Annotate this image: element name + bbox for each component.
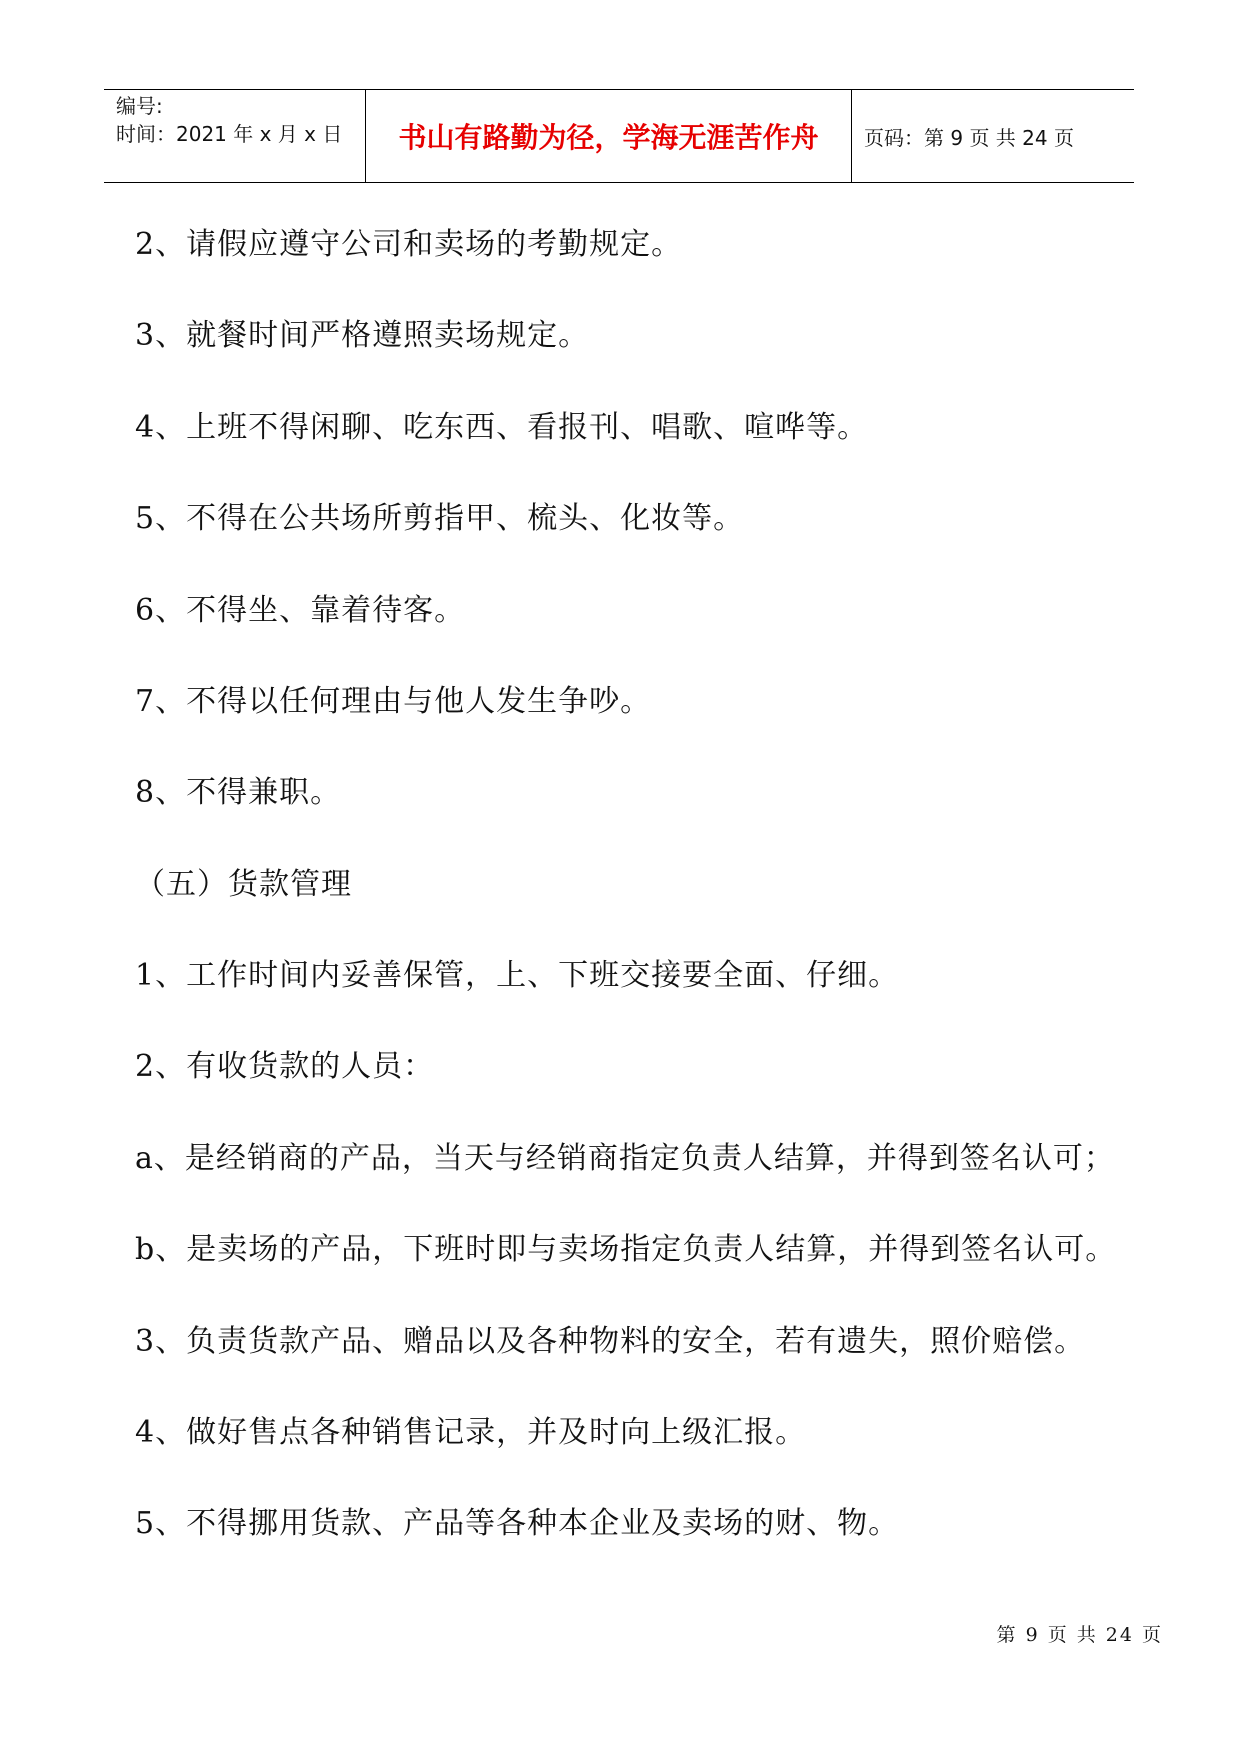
header-number-label: 编号: — [116, 94, 163, 118]
paragraph-line: 5、不得在公共场所剪指甲、梳头、化妆等。 — [135, 501, 745, 536]
paragraph-line: 8、不得兼职。 — [135, 775, 342, 810]
paragraph-line: 1、工作时间内妥善保管，上、下班交接要全面、仔细。 — [135, 958, 900, 993]
paragraph-line: 4、做好售点各种销售记录，并及时向上级汇报。 — [135, 1415, 807, 1450]
header-page-label: 页码：第 9 页 共 24 页 — [864, 125, 1074, 150]
paragraph-line: 2、请假应遵守公司和卖场的考勤规定。 — [135, 227, 683, 262]
paragraph-line: 4、上班不得闲聊、吃东西、看报刊、唱歌、喧哗等。 — [135, 410, 869, 445]
header-time-label: 时间：2021 年 x 月 x 日 — [116, 122, 343, 146]
paragraph-line: 7、不得以任何理由与他人发生争吵。 — [135, 684, 652, 719]
paragraph-line: 2、有收货款的人员： — [135, 1049, 435, 1084]
header-meta-cell — [104, 90, 366, 182]
paragraph-line: 3、负责货款产品、赠品以及各种物料的安全，若有遗失，照价赔偿。 — [135, 1324, 1086, 1359]
header-table — [104, 89, 1134, 183]
paragraph-line: a、是经销商的产品，当天与经销商指定负责人结算，并得到签名认可； — [135, 1141, 1115, 1176]
paragraph-line: 6、不得坐、靠着待客。 — [135, 593, 466, 628]
paragraph-line: 3、就餐时间严格遵照卖场规定。 — [135, 318, 590, 353]
paragraph-line: b、是卖场的产品，下班时即与卖场指定负责人结算，并得到签名认可。 — [135, 1232, 1117, 1267]
header-motto: 书山有路勤为径，学海无涯苦作舟 — [366, 90, 852, 182]
section-heading: （五）货款管理 — [135, 867, 352, 902]
page-footer: 第 9 页 共 24 页 — [996, 1624, 1163, 1646]
paragraph-line: 5、不得挪用货款、产品等各种本企业及卖场的财、物。 — [135, 1506, 900, 1541]
